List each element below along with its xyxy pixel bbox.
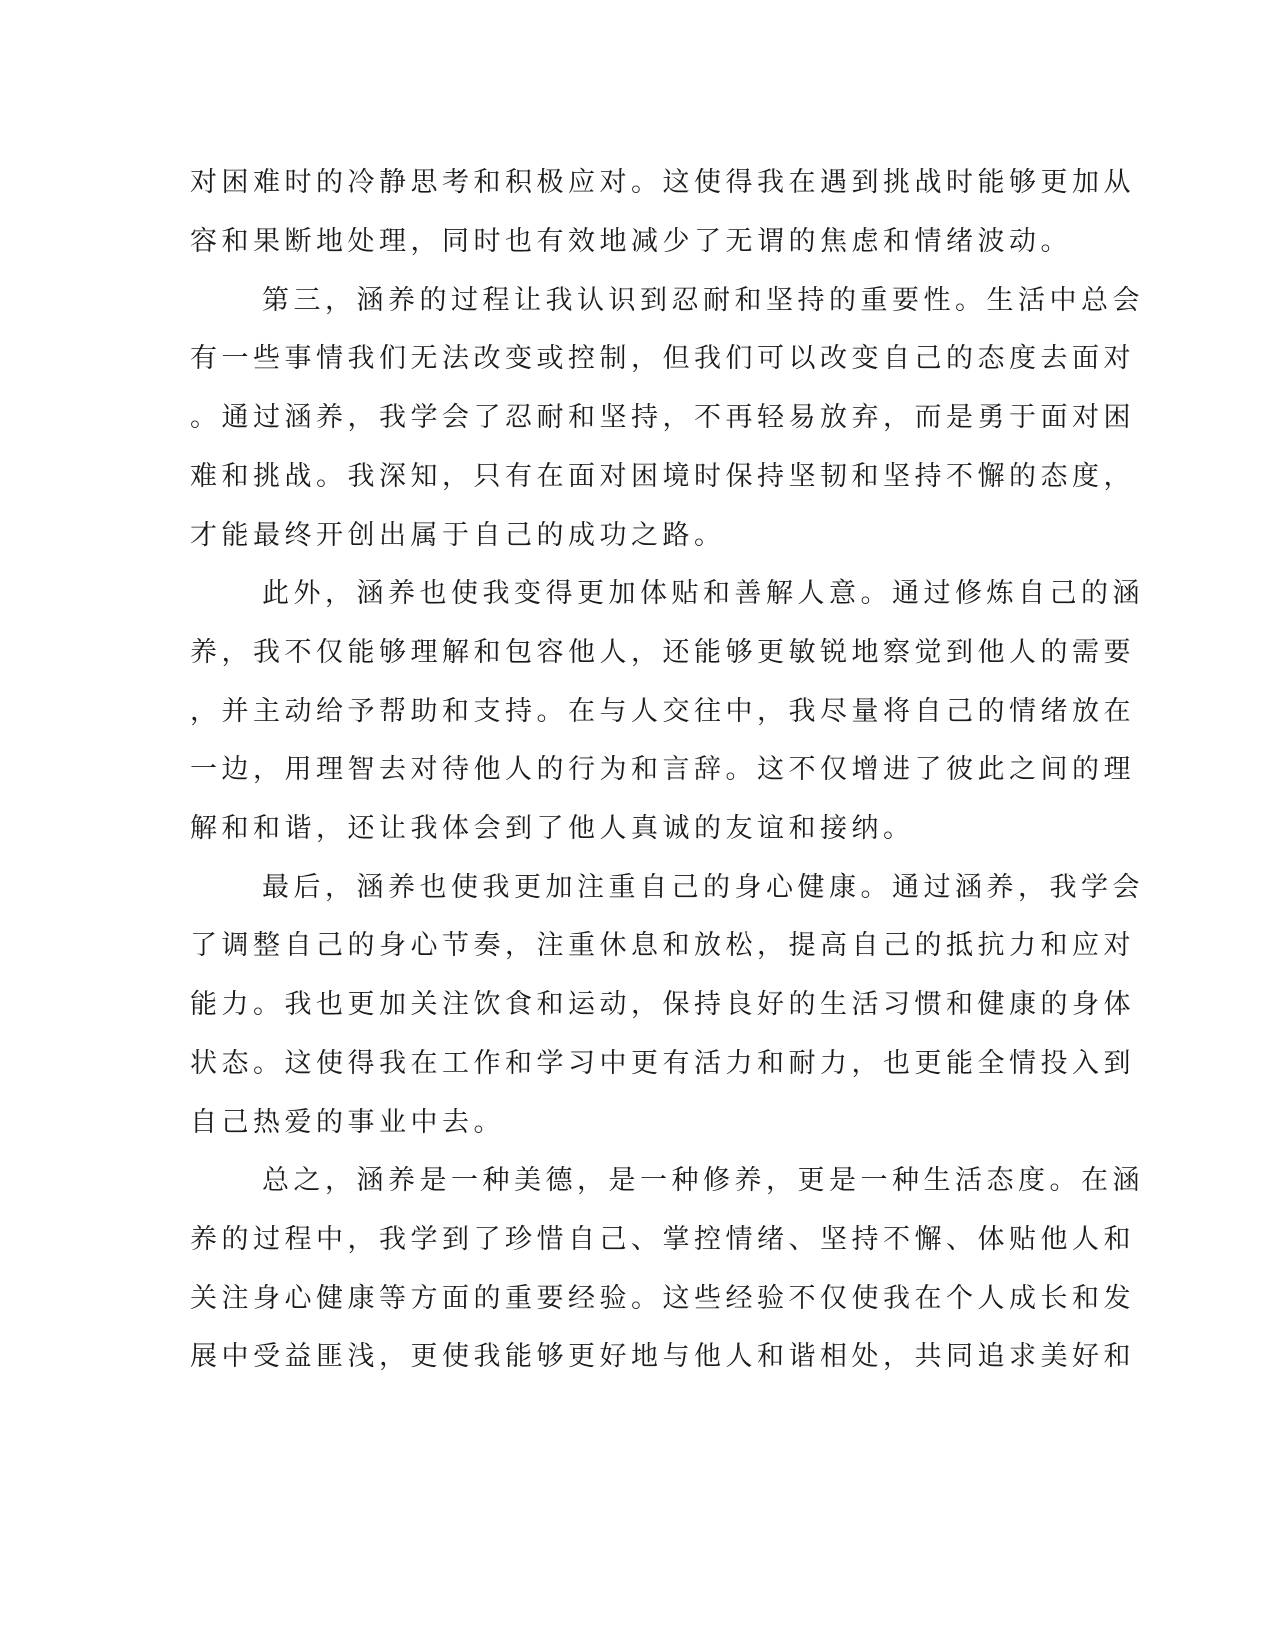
text-line: 自己热爱的事业中去。: [190, 1107, 505, 1138]
text-line: 容和果断地处理，同时也有效地减少了无谓的焦虑和情绪波动。: [190, 226, 1072, 257]
text-line: 关注身心健康等方面的重要经验。这些经验不仅使我在个人成长和发: [190, 1283, 1135, 1314]
text-line: 才能最终开创出属于自己的成功之路。: [190, 520, 726, 551]
paragraph-first-line: 最后，涵养也使我更加注重自己的身心健康。通过涵养，我学会: [262, 872, 1144, 903]
text-line: 展中受益匪浅，更使我能够更好地与他人和谐相处，共同追求美好和: [190, 1341, 1135, 1372]
text-line: ，并主动给予帮助和支持。在与人交往中，我尽量将自己的情绪放在: [190, 696, 1135, 727]
paragraph-first-line: 第三，涵养的过程让我认识到忍耐和坚持的重要性。生活中总会: [262, 285, 1144, 316]
text-line: 一边，用理智去对待他人的行为和言辞。这不仅增进了彼此之间的理: [190, 754, 1135, 785]
text-line: 有一些事情我们无法改变或控制，但我们可以改变自己的态度去面对: [190, 343, 1135, 374]
text-line: 。通过涵养，我学会了忍耐和坚持，不再轻易放弃，而是勇于面对困: [190, 402, 1135, 433]
text-line: 解和和谐，还让我体会到了他人真诚的友谊和接纳。: [190, 813, 915, 844]
text-line: 难和挑战。我深知，只有在面对困境时保持坚韧和坚持不懈的态度，: [190, 461, 1135, 492]
text-line: 对困难时的冷静思考和积极应对。这使得我在遇到挑战时能够更加从: [190, 167, 1135, 198]
text-line: 养，我不仅能够理解和包容他人，还能够更敏锐地察觉到他人的需要: [190, 637, 1135, 668]
text-line: 状态。这使得我在工作和学习中更有活力和耐力，也更能全情投入到: [190, 1048, 1135, 1079]
text-line: 了调整自己的身心节奏，注重休息和放松，提高自己的抵抗力和应对: [190, 930, 1135, 961]
text-line: 能力。我也更加关注饮食和运动，保持良好的生活习惯和健康的身体: [190, 989, 1135, 1020]
paragraph-first-line: 总之，涵养是一种美德，是一种修养，更是一种生活态度。在涵: [262, 1165, 1144, 1196]
paragraph-first-line: 此外，涵养也使我变得更加体贴和善解人意。通过修炼自己的涵: [262, 578, 1144, 609]
text-line: 养的过程中，我学到了珍惜自己、掌控情绪、坚持不懈、体贴他人和: [190, 1224, 1135, 1255]
